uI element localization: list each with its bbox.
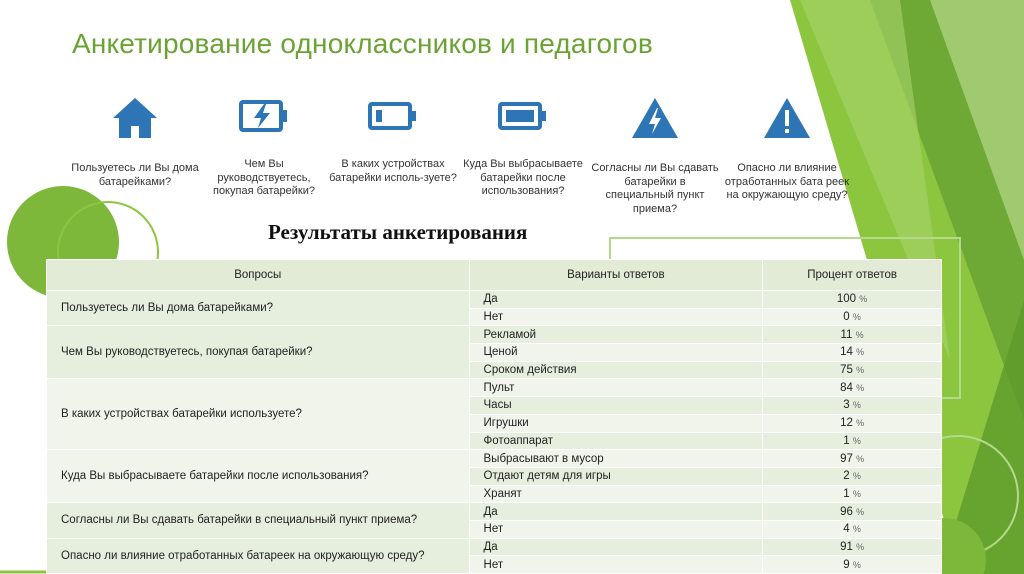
house-icon xyxy=(111,96,159,140)
icon-caption: Куда Вы выбрасываете батарейки после использования? xyxy=(463,158,583,197)
percent-sign: % xyxy=(852,488,861,499)
results-heading: Результаты анкетирования xyxy=(268,220,528,244)
answer-cell: Да xyxy=(469,291,763,309)
percent-value: 91 xyxy=(840,540,853,553)
answer-cell: Сроком действия xyxy=(469,361,763,379)
warning-exclamation-icon xyxy=(762,96,812,140)
answer-cell: Да xyxy=(469,538,763,556)
icon-card-6 xyxy=(722,96,852,203)
percent-cell xyxy=(763,450,942,468)
slide-title: Анкетирование одноклассников и педагогов xyxy=(72,28,653,59)
question-cell: Согласны ли Вы сдавать батарейки в специальный пункт приема? xyxy=(47,503,470,538)
results-table xyxy=(46,259,942,574)
percent-cell xyxy=(763,379,942,397)
percent-value: 96 xyxy=(840,505,853,518)
percent-cell xyxy=(763,503,942,521)
percent-cell xyxy=(763,556,942,574)
percent-sign: % xyxy=(852,400,861,411)
icon-card-4 xyxy=(458,96,588,199)
question-cell: Опасно ли влияние отработанных батареек на окружающую среду? xyxy=(47,538,470,573)
battery-low-icon xyxy=(367,96,419,136)
percent-cell xyxy=(763,397,942,415)
table-row xyxy=(47,450,942,468)
percent-sign: % xyxy=(855,329,864,340)
icon-caption: Чем Вы руководствуетесь, покупая батарейки? xyxy=(212,158,315,197)
percent-value: 3 xyxy=(843,399,850,412)
percent-sign: % xyxy=(856,347,865,358)
icon-caption: В каких устройствах батарейки исполь-зуете? xyxy=(329,158,457,184)
warning-lightning-icon xyxy=(630,96,680,140)
percent-value: 84 xyxy=(840,381,853,394)
percent-sign: % xyxy=(852,435,861,446)
percent-sign: % xyxy=(856,418,865,429)
question-cell: В каких устройствах батарейки используете? xyxy=(47,379,470,450)
percent-cell xyxy=(763,538,942,556)
percent-value: 2 xyxy=(843,470,850,483)
table-row xyxy=(47,326,942,344)
battery-full-icon xyxy=(497,96,549,136)
answer-cell: Да xyxy=(469,503,763,521)
percent-value: 97 xyxy=(840,452,853,465)
icon-caption: Согласны ли Вы сдавать батарейки в специальный пункт приема? xyxy=(591,162,719,215)
percent-sign: % xyxy=(856,365,865,376)
percent-cell xyxy=(763,520,942,538)
answer-cell: Игрушки xyxy=(469,414,763,432)
percent-value: 1 xyxy=(843,434,850,447)
battery-charging-icon xyxy=(238,96,290,136)
percent-sign: % xyxy=(856,541,865,552)
answer-cell: Выбрасывают в мусор xyxy=(469,450,763,468)
percent-value: 0 xyxy=(843,311,850,324)
percent-sign: % xyxy=(856,453,865,464)
answer-cell: Нет xyxy=(469,308,763,326)
question-cell: Пользуетесь ли Вы дома батарейками? xyxy=(47,291,470,326)
table-row xyxy=(47,503,942,521)
percent-cell xyxy=(763,361,942,379)
percent-cell xyxy=(763,432,942,450)
header-answers: Варианты ответов xyxy=(469,260,763,291)
percent-value: 1 xyxy=(843,487,850,500)
icon-card-5 xyxy=(590,96,720,216)
icon-card-1 xyxy=(70,96,200,189)
percent-cell xyxy=(763,291,942,309)
percent-value: 100 xyxy=(836,293,857,306)
percent-cell xyxy=(763,467,942,485)
table-row xyxy=(47,379,942,397)
percent-cell xyxy=(763,485,942,503)
percent-value: 14 xyxy=(840,346,853,359)
percent-cell xyxy=(763,344,942,362)
percent-value: 75 xyxy=(840,364,853,377)
question-cell: Куда Вы выбрасываете батарейки после использования? xyxy=(47,450,470,503)
icon-card-2 xyxy=(199,96,329,199)
percent-sign: % xyxy=(856,382,865,393)
answer-cell: Хранят xyxy=(469,485,763,503)
percent-cell xyxy=(763,308,942,326)
header-questions: Вопросы xyxy=(47,260,470,291)
percent-value: 12 xyxy=(840,417,853,430)
percent-sign: % xyxy=(852,524,861,535)
answer-cell: Фотоаппарат xyxy=(469,432,763,450)
table-row xyxy=(47,538,942,556)
icon-card-3 xyxy=(328,96,458,185)
icon-caption: Опасно ли влияние отработанных бата реек на окружающую среду? xyxy=(724,162,850,201)
answer-cell: Нет xyxy=(469,556,763,574)
percent-sign: % xyxy=(856,506,865,517)
percent-value: 4 xyxy=(843,523,850,536)
percent-cell xyxy=(763,326,942,344)
header-percent: Процент ответов xyxy=(763,260,942,291)
percent-cell xyxy=(763,414,942,432)
percent-sign: % xyxy=(852,559,861,570)
table-header-row xyxy=(47,260,942,291)
percent-sign: % xyxy=(852,471,861,482)
percent-value: 9 xyxy=(843,558,850,571)
answer-cell: Пульт xyxy=(469,379,763,397)
percent-sign: % xyxy=(852,312,861,323)
table-row xyxy=(47,291,942,309)
answer-cell: Часы xyxy=(469,397,763,415)
percent-value: 11 xyxy=(840,328,853,341)
answer-cell: Ценой xyxy=(469,344,763,362)
answer-cell: Отдают детям для игры xyxy=(469,467,763,485)
percent-sign: % xyxy=(859,294,868,305)
question-cell: Чем Вы руководствуетесь, покупая батарейки? xyxy=(47,326,470,379)
icon-caption: Пользуетесь ли Вы дома батарейками? xyxy=(71,162,199,188)
answer-cell: Рекламой xyxy=(469,326,763,344)
answer-cell: Нет xyxy=(469,520,763,538)
